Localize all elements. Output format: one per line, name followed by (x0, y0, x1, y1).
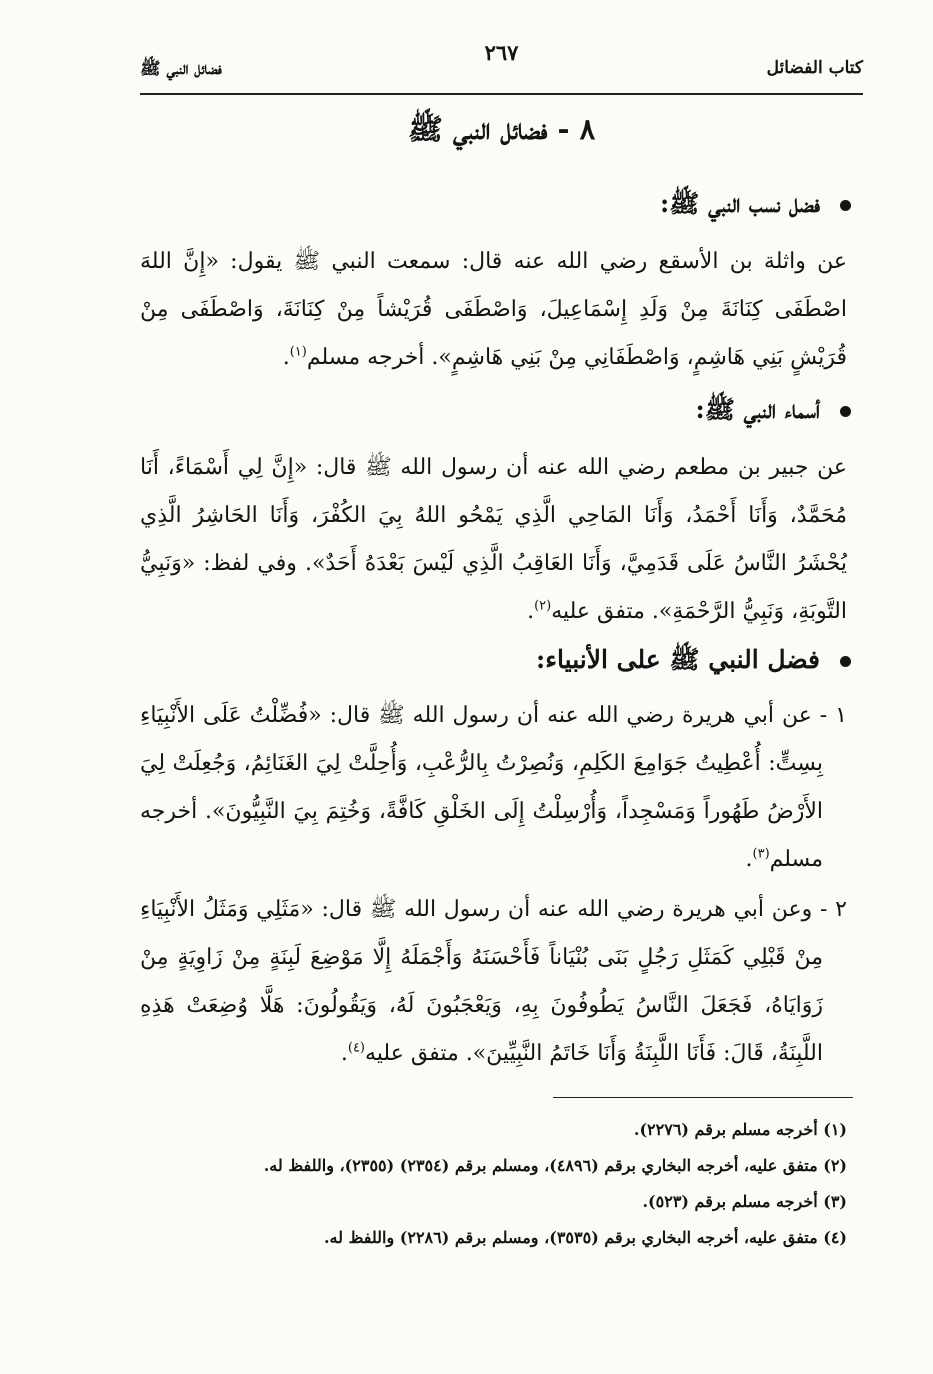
bullet-icon (840, 200, 851, 211)
subheading-names (696, 394, 851, 431)
sentence-end: . (340, 1041, 348, 1066)
footnote-ref: (٢) (534, 598, 552, 614)
hadith-paragraph (140, 444, 847, 636)
footnote: (٣) أخرجه مسلم برقم (٥٢٣). (642, 1192, 847, 1211)
numbered-hadith (140, 886, 847, 1078)
sentence-end: . (745, 847, 753, 872)
hadith-text: ٢ - وعن أبي هريرة رضي الله عنه أن رسول الله ﷺ قال: «مَثَلِي وَمَثَلُ الأَنْبِيَاءِ مِنْ قَبْلِي كَمَثَلِ رَجُلٍ بَنَى بُنْيَاناً فَأَحْسَنَهُ وَأَجْمَلَهُ إِلَّا مَوْضِعَ لَبِنَةٍ مِنْ زَاوِيَةٍ مِنْ زَوَايَاهُ، فَجَعَلَ النَّاسُ يَطُوفُونَ بِهِ، وَيَعْجَبُونَ لَهُ، وَيَقُولُونَ: هَلَّا وُضِعَتْ هَذِهِ اللَّبِنَةُ، قَالَ: فَأَنَا اللَّبِنَةُ وَأَنَا خَاتَمُ النَّبِيِّينَ». متفق عليه (140, 897, 847, 1066)
footnote-ref: (١) (289, 344, 307, 360)
numbered-hadith (140, 692, 847, 884)
subheading-virtue-over-prophets (536, 644, 851, 681)
footnote-ref: (٤) (347, 1040, 365, 1056)
sentence-end: . (282, 345, 290, 370)
subheading-lineage (660, 188, 851, 225)
page-number: ٢٦٧ (484, 40, 519, 65)
chapter-title: فضائل النبي ﷺ (140, 59, 222, 79)
book-title: كتاب الفضائل (766, 58, 863, 78)
footnote-ref: (٣) (752, 846, 770, 862)
header-divider (140, 93, 863, 95)
bullet-icon (840, 656, 851, 667)
subheading-text: فضل النبي ﷺ على الأنبياء: (536, 645, 820, 674)
sentence-end: . (527, 599, 535, 624)
subheading-text: أسماء النبي ﷺ: (695, 395, 820, 424)
bullet-icon (840, 406, 851, 417)
running-header (140, 40, 863, 92)
section-title: ٨ - فضائل النبي ﷺ (407, 112, 596, 146)
footnote: (١) أخرجه مسلم برقم (٢٢٧٦). (633, 1120, 847, 1139)
footnote: (٤) متفق عليه، أخرجه البخاري برقم (٣٥٣٥)، ومسلم برقم (٢٢٨٦) واللفظ له. (323, 1228, 847, 1247)
footnote: (٢) متفق عليه، أخرجه البخاري برقم (٤٨٩٦)، ومسلم برقم (٢٣٥٤) (٢٣٥٥)، واللفظ له. (263, 1156, 847, 1175)
footnote-divider (553, 1097, 853, 1098)
hadith-text: عن جبير بن مطعم رضي الله عنه أن رسول الله ﷺ قال: «إِنَّ لِي أَسْمَاءً، أَنَا مُحَمَّدٌ، وَأَنَا أَحْمَدُ، وَأَنَا المَاحِي الَّذِي يَمْحُو اللهُ بِيَ الكُفْرَ، وَأَنَا الحَاشِرُ الَّذِي يُحْشَرُ النَّاسُ عَلَى قَدَمِيَّ، وَأَنَا العَاقِبُ الَّذِي لَيْسَ بَعْدَهُ أَحَدٌ». وفي لفظ: «وَنَبِيُّ التَّوبَةِ، وَنَبِيُّ الرَّحْمَةِ». متفق عليه (140, 455, 847, 624)
hadith-text: ١ - عن أبي هريرة رضي الله عنه أن رسول الله ﷺ قال: «فُضِّلْتُ عَلَى الأَنْبِيَاءِ بِسِتٍّ: أُعْطِيتُ جَوَامِعَ الكَلِمِ، وَنُصِرْتُ بِالرُّعْبِ، وَأُحِلَّتْ لِيَ الغَنَائِمُ، وَجُعِلَتْ لِيَ الأَرْضُ طَهُوراً وَمَسْجِداً، وَأُرْسِلْتُ إِلَى الخَلْقِ كَافَّةً، وَخُتِمَ بِيَ النَّبِيُّونَ». أخرجه مسلم (140, 703, 847, 872)
subheading-text: فضل نسب النبي ﷺ: (659, 189, 820, 218)
hadith-paragraph (140, 238, 847, 382)
hadith-text: عن واثلة بن الأسقع رضي الله عنه قال: سمعت النبي ﷺ يقول: «إِنَّ اللهَ اصْطَفَى كِنَانَةَ مِنْ وَلَدِ إِسْمَاعِيلَ، وَاصْطَفَى قُرَيْشاً مِنْ كِنَانَةَ، وَاصْطَفَى مِنْ قُرَيْشٍ بَنِي هَاشِمٍ، وَاصْطَفَانِي مِنْ بَنِي هَاشِمٍ». أخرجه مسلم (140, 249, 847, 370)
